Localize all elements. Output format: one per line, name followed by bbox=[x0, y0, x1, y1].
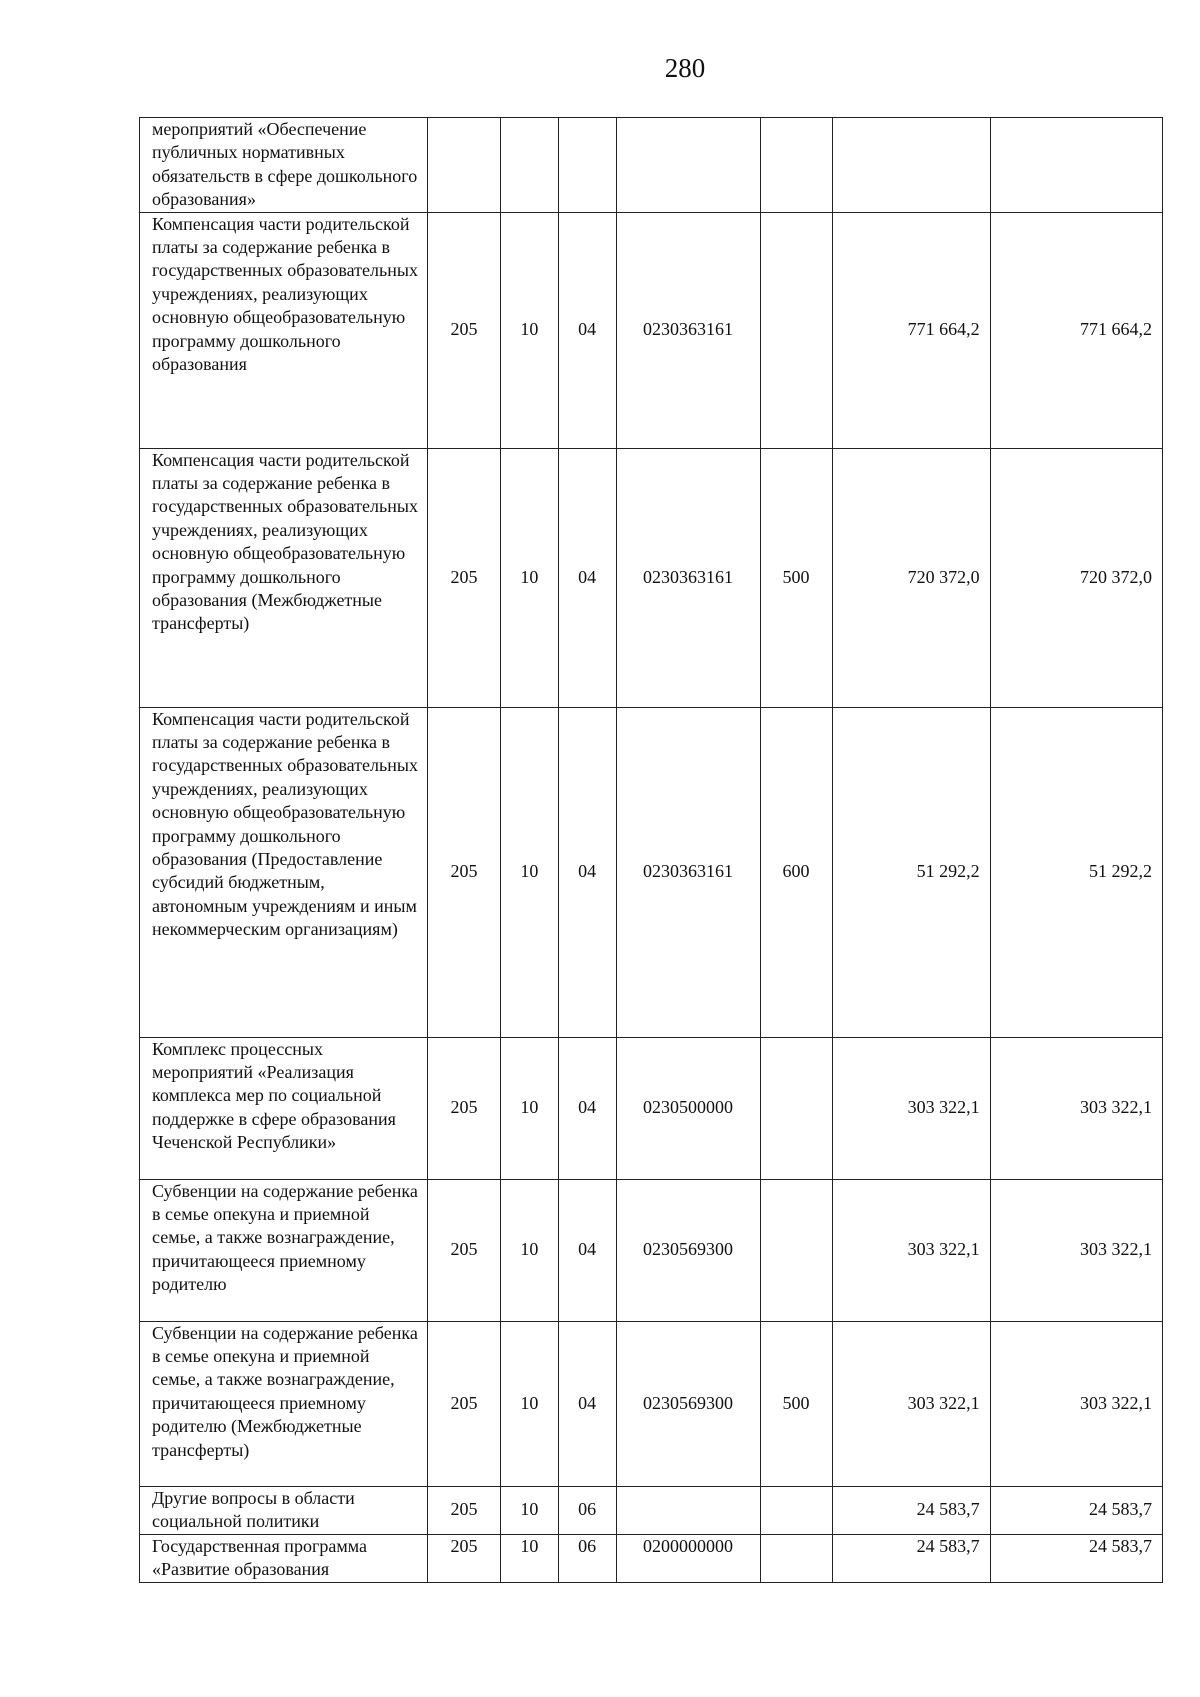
row-name: мероприятий «Обеспечение публичных нормативных обязательств в сфере дошкольного образования» bbox=[140, 118, 428, 213]
table-row bbox=[140, 212, 1163, 448]
cell-pr bbox=[558, 118, 616, 213]
table-row bbox=[140, 1179, 1163, 1321]
row-name: Компенсация части родительской платы за содержание ребенка в государственных образовательных учреждениях, реализующих основную общеобразовательную программу дошкольного образования (Предоставление субсидий бюджетным, автономным учреждениям и иным некоммерческим организациям) bbox=[140, 707, 428, 1037]
cell-pr: 04 bbox=[558, 448, 616, 707]
cell-csr bbox=[616, 1486, 760, 1534]
cell-pr: 06 bbox=[558, 1534, 616, 1582]
cell-sum1: 303 322,1 bbox=[832, 1179, 990, 1321]
table-row bbox=[140, 1037, 1163, 1179]
page-number: 280 bbox=[664, 53, 706, 83]
cell-sum1 bbox=[832, 118, 990, 213]
row-name: Государственная программа «Развитие образования bbox=[140, 1534, 428, 1582]
cell-rz: 10 bbox=[500, 1179, 558, 1321]
cell-sum2: 24 583,7 bbox=[990, 1534, 1162, 1582]
cell-vr bbox=[760, 1534, 832, 1582]
cell-vr bbox=[760, 118, 832, 213]
cell-sum2 bbox=[990, 118, 1162, 213]
cell-vr bbox=[760, 1037, 832, 1179]
cell-gr: 205 bbox=[427, 1486, 500, 1534]
cell-gr: 205 bbox=[427, 1179, 500, 1321]
cell-pr: 04 bbox=[558, 1321, 616, 1486]
table-row bbox=[140, 118, 1163, 213]
cell-rz: 10 bbox=[500, 1321, 558, 1486]
cell-sum1: 303 322,1 bbox=[832, 1037, 990, 1179]
cell-rz: 10 bbox=[500, 212, 558, 448]
cell-sum1: 24 583,7 bbox=[832, 1486, 990, 1534]
cell-csr: 0230500000 bbox=[616, 1037, 760, 1179]
cell-csr: 0200000000 bbox=[616, 1534, 760, 1582]
cell-gr: 205 bbox=[427, 1534, 500, 1582]
cell-gr: 205 bbox=[427, 1037, 500, 1179]
cell-gr: 205 bbox=[427, 707, 500, 1037]
cell-sum2: 303 322,1 bbox=[990, 1037, 1162, 1179]
cell-gr: 205 bbox=[427, 212, 500, 448]
row-name: Комплекс процессных мероприятий «Реализация комплекса мер по социальной поддержке в сфере образования Чеченской Республики» bbox=[140, 1037, 428, 1179]
cell-vr: 500 bbox=[760, 1321, 832, 1486]
cell-vr bbox=[760, 1179, 832, 1321]
row-name: Компенсация части родительской платы за содержание ребенка в государственных образовательных учреждениях, реализующих основную общеобразовательную программу дошкольного образования bbox=[140, 212, 428, 448]
cell-sum2: 303 322,1 bbox=[990, 1179, 1162, 1321]
cell-rz bbox=[500, 118, 558, 213]
table-row bbox=[140, 448, 1163, 707]
cell-csr: 0230363161 bbox=[616, 448, 760, 707]
cell-gr: 205 bbox=[427, 1321, 500, 1486]
table-row bbox=[140, 1534, 1163, 1582]
cell-rz: 10 bbox=[500, 707, 558, 1037]
cell-sum1: 51 292,2 bbox=[832, 707, 990, 1037]
row-name: Компенсация части родительской платы за содержание ребенка в государственных образовательных учреждениях, реализующих основную общеобразовательную программу дошкольного образования (Межбюджетные трансферты) bbox=[140, 448, 428, 707]
cell-pr: 04 bbox=[558, 212, 616, 448]
cell-gr: 205 bbox=[427, 448, 500, 707]
cell-gr bbox=[427, 118, 500, 213]
cell-csr bbox=[616, 118, 760, 213]
row-name: Другие вопросы в области социальной политики bbox=[140, 1486, 428, 1534]
row-name: Субвенции на содержание ребенка в семье опекуна и приемной семье, а также вознаграждение, причитающееся приемному родителю (Межбюджетные трансферты) bbox=[140, 1321, 428, 1486]
cell-csr: 0230569300 bbox=[616, 1179, 760, 1321]
cell-sum2: 303 322,1 bbox=[990, 1321, 1162, 1486]
cell-vr: 600 bbox=[760, 707, 832, 1037]
cell-rz: 10 bbox=[500, 1037, 558, 1179]
table-row bbox=[140, 1486, 1163, 1534]
cell-pr: 04 bbox=[558, 1037, 616, 1179]
cell-vr bbox=[760, 1486, 832, 1534]
cell-sum1: 303 322,1 bbox=[832, 1321, 990, 1486]
cell-csr: 0230569300 bbox=[616, 1321, 760, 1486]
cell-sum1: 771 664,2 bbox=[832, 212, 990, 448]
cell-sum1: 24 583,7 bbox=[832, 1534, 990, 1582]
cell-rz: 10 bbox=[500, 448, 558, 707]
cell-csr: 0230363161 bbox=[616, 707, 760, 1037]
cell-sum1: 720 372,0 bbox=[832, 448, 990, 707]
cell-rz: 10 bbox=[500, 1486, 558, 1534]
cell-vr bbox=[760, 212, 832, 448]
cell-csr: 0230363161 bbox=[616, 212, 760, 448]
table-row bbox=[140, 1321, 1163, 1486]
cell-rz: 10 bbox=[500, 1534, 558, 1582]
cell-pr: 06 bbox=[558, 1486, 616, 1534]
cell-pr: 04 bbox=[558, 707, 616, 1037]
cell-sum2: 720 372,0 bbox=[990, 448, 1162, 707]
cell-sum2: 24 583,7 bbox=[990, 1486, 1162, 1534]
cell-vr: 500 bbox=[760, 448, 832, 707]
cell-sum2: 51 292,2 bbox=[990, 707, 1162, 1037]
table-row bbox=[140, 707, 1163, 1037]
cell-pr: 04 bbox=[558, 1179, 616, 1321]
row-name: Субвенции на содержание ребенка в семье опекуна и приемной семье, а также вознаграждение, причитающееся приемному родителю bbox=[140, 1179, 428, 1321]
budget-table bbox=[139, 117, 1163, 1583]
table-body bbox=[140, 118, 1163, 1583]
cell-sum2: 771 664,2 bbox=[990, 212, 1162, 448]
